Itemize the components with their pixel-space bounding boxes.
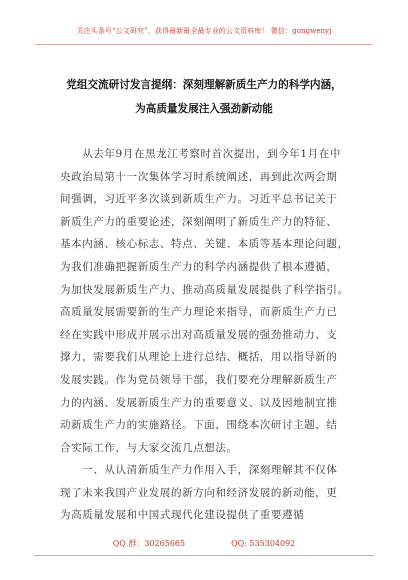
paragraph-line: 为高质量发展和中国式现代化建设提供了重要遵循 xyxy=(60,509,305,522)
paragraph-line: 基本内涵、核心标志、特点、关键、本质等基本理论问题， xyxy=(60,238,349,251)
paragraph-line: 一、从认清新质生产力作用入手，深刻理解其不仅体 xyxy=(60,464,338,476)
paragraph-1 xyxy=(60,143,350,459)
paragraph-line: 合实际工作，与大家交流几点想法。 xyxy=(60,441,238,454)
footer-divider xyxy=(34,555,374,556)
paragraph-line: 为我们准确把握新质生产力的科学内涵提供了根本遵循， xyxy=(60,260,338,273)
footer-contact xyxy=(0,538,408,549)
paragraph-line: 新质生产力的重要论述，深刻阐明了新质生产力的特征、 xyxy=(60,215,338,228)
qq-label: QQ: 535304092 xyxy=(231,539,296,548)
paragraph-line: 从去年9月在黑龙江考察时首次提出，到今年1月在中 xyxy=(60,148,341,160)
header-banner: 关注头条号“公文研究”，获得最新最全最专业的公文资料库！ 微信：gongwenyj xyxy=(76,27,332,35)
document-title-line-1: 党组交流研讨发言提纲：深刻理解新质生产力的科学内涵， xyxy=(66,79,342,91)
qq-group-label: QQ 群：30265665 xyxy=(112,539,186,548)
paragraph-line: 高质量发展需要新的生产力理论来指导，而新质生产力已 xyxy=(60,306,338,319)
paragraph-line: 现了未来我国产业发展的新方向和经济发展的新动能，更 xyxy=(60,486,338,499)
paragraph-line: 动新质生产力的实施路径。下面，围绕本次研讨主题，结 xyxy=(60,419,338,432)
paragraph-2 xyxy=(60,459,350,527)
paragraph-line: 力的内涵、发展新质生产力的重要意义、以及因地制宜推 xyxy=(60,396,338,409)
paragraph-line: 间强调，习近平多次谈到新质生产力。习近平总书记关于 xyxy=(60,193,338,206)
header-divider xyxy=(36,44,372,45)
paragraph-line: 为加快发展新质生产力、推动高质量发展提供了科学指引。 xyxy=(60,283,349,296)
paragraph-line: 撑力，需要我们从理论上进行总结、概括，用以指导新的 xyxy=(60,351,338,364)
paragraph-line: 经在实践中形成并展示出对高质量发展的强劲推动力、支 xyxy=(60,328,338,341)
paragraph-line: 央政治局第十一次集体学习时系统阐述，再到此次两会期 xyxy=(60,170,338,183)
document-title-line-2: 为高质量发展注入强劲新动能 xyxy=(135,103,273,115)
paragraph-line: 发展实践。作为党员领导干部，我们要充分理解新质生产 xyxy=(60,373,338,386)
